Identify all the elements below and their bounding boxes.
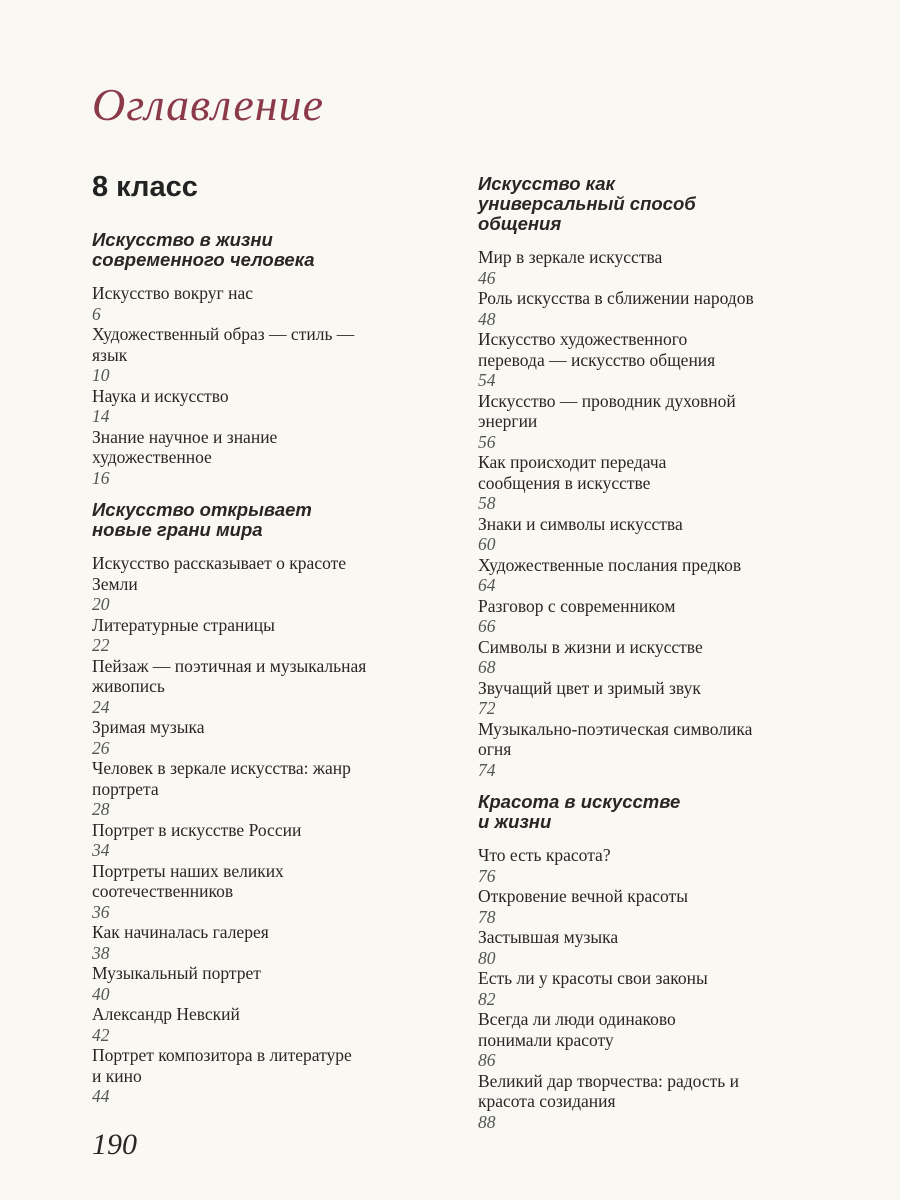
toc-entry[interactable] [92,717,437,758]
entry-page-number: 60 [478,534,496,554]
entry-title: Художественные послания предков [478,554,742,575]
entry-page-number: 38 [92,942,110,963]
entry-title: Художественный образ — стиль — язык [92,324,355,365]
entry-title: Александр Невский [92,1004,240,1024]
toc-entry[interactable] [478,329,823,391]
toc-entry[interactable] [478,596,823,637]
toc-section [92,230,437,488]
toc-entry[interactable] [92,922,437,963]
entry-page-number: 78 [478,906,496,927]
toc-entry[interactable] [92,283,437,324]
entry-page-number: 82 [478,988,496,1009]
entry-title: Портреты наших великих соотечественников [92,860,284,901]
entry-title: Искусство — проводник духовной энергии [478,390,736,431]
entry-title: Мир в зеркале искусства [478,247,663,267]
entry-page-number: 44 [92,1086,110,1106]
entry-page-number: 34 [92,840,110,860]
entry-page-number: 14 [92,406,110,426]
entry-page-number: 76 [478,865,496,886]
entry-page-number: 48 [478,308,496,329]
entry-page-number: 54 [478,370,496,390]
toc-section [92,500,437,1107]
toc-entry[interactable] [92,1004,437,1045]
entry-page-number: 24 [92,696,110,717]
entry-title: Пейзаж — поэтичная и музыкальная живопись [92,655,367,696]
entry-title: Великий дар творчества: радость и красота созидания [478,1070,739,1111]
entry-title: Искусство рассказывает о красоте Земли [92,553,347,594]
toc-entry[interactable] [92,820,437,861]
entry-page-number: 42 [92,1024,110,1045]
entry-title: Разговор с современником [478,595,676,616]
entry-title: Искусство художественного перевода — искусство общения [478,329,716,370]
entry-title: Музыкально-поэтическая символика огня [478,718,753,759]
toc-entry[interactable] [478,555,823,596]
entry-title: Роль искусства в сближении народов [478,288,754,308]
right-sections [478,174,823,1132]
entry-page-number: 64 [478,575,496,595]
entry-title: Музыкальный портрет [92,963,261,983]
entry-title: Литературные страницы [92,614,275,635]
entry-page-number: 26 [92,737,110,758]
left-sections [92,230,437,1107]
entry-page-number: 6 [92,303,101,324]
entry-page-number: 20 [92,594,110,614]
toc-entry[interactable] [92,386,437,427]
entry-title: Откровение вечной красоты [478,886,688,906]
entry-page-number: 66 [478,616,496,636]
toc-section [478,174,823,780]
entry-page-number: 40 [92,983,110,1004]
entry-title: Знание научное и знание художественное [92,426,278,467]
toc-entry[interactable] [92,427,437,489]
toc-entry[interactable] [478,1009,823,1071]
entry-title: Человек в зеркале искусства: жанр портрета [92,758,351,799]
entry-page-number: 22 [92,635,110,655]
toc-entry[interactable] [478,927,823,968]
toc-entry[interactable] [92,324,437,386]
toc-entry[interactable] [478,637,823,678]
entry-title: Что есть красота? [478,845,611,865]
toc-entry[interactable] [478,886,823,927]
entry-title: Наука и искусство [92,385,229,406]
entry-title: Застывшая музыка [478,927,619,947]
entry-page-number: 36 [92,901,110,922]
entry-page-number: 58 [478,493,496,513]
section-title: Красота в искусстве и жизни [478,791,681,832]
entry-page-number: 28 [92,799,110,819]
entry-title: Есть ли у красоты свои законы [478,968,708,988]
toc-entry[interactable] [92,615,437,656]
toc-entry[interactable] [92,656,437,718]
section-title: Искусство открывает новые грани мира [92,499,312,540]
entry-title: Портрет композитора в литературе и кино [92,1045,352,1086]
toc-entry[interactable] [478,845,823,886]
toc-entry[interactable] [478,719,823,781]
toc-entry[interactable] [478,968,823,1009]
toc-entry[interactable] [478,514,823,555]
entry-page-number: 10 [92,365,110,385]
entry-page-number: 86 [478,1050,496,1070]
toc-entry[interactable] [92,1045,437,1107]
entry-title: Всегда ли люди одинаково понимали красоту [478,1009,676,1050]
entry-title: Как начиналась галерея [92,922,269,942]
entry-title: Звучащий цвет и зримый звук [478,677,701,698]
toc-entry[interactable] [478,247,823,288]
toc-entry[interactable] [92,861,437,923]
page-title: Оглавление [92,79,325,130]
toc-entry[interactable] [478,678,823,719]
section-title: Искусство в жизни современного человека [92,229,315,270]
page-number: 190 [92,1128,137,1161]
entry-title: Портрет в искусстве России [92,819,302,840]
toc-entry[interactable] [92,963,437,1004]
toc-entry[interactable] [478,288,823,329]
toc-entry[interactable] [92,553,437,615]
toc-left-column [92,170,437,1119]
toc-entry[interactable] [478,1071,823,1133]
section-title: Искусство как универсальный способ общения [478,173,696,234]
entry-page-number: 46 [478,267,496,288]
entry-page-number: 72 [478,698,496,718]
entry-page-number: 80 [478,947,496,968]
toc-right-column [478,174,823,1144]
entry-title: Зримая музыка [92,717,205,737]
toc-section [478,792,823,1132]
entry-title: Символы в жизни и искусстве [478,636,703,657]
entry-title: Как происходит передача сообщения в искусстве [478,452,667,493]
entry-title: Знаки и символы искусства [478,513,683,534]
grade-heading: 8 класс [92,171,198,203]
entry-page-number: 68 [478,657,496,677]
toc-entry[interactable] [478,391,823,453]
entry-page-number: 56 [478,431,496,452]
entry-page-number: 88 [478,1111,496,1132]
entry-page-number: 16 [92,467,110,488]
entry-page-number: 74 [478,759,496,780]
toc-entry[interactable] [92,758,437,820]
toc-entry[interactable] [478,452,823,514]
entry-title: Искусство вокруг нас [92,283,253,303]
